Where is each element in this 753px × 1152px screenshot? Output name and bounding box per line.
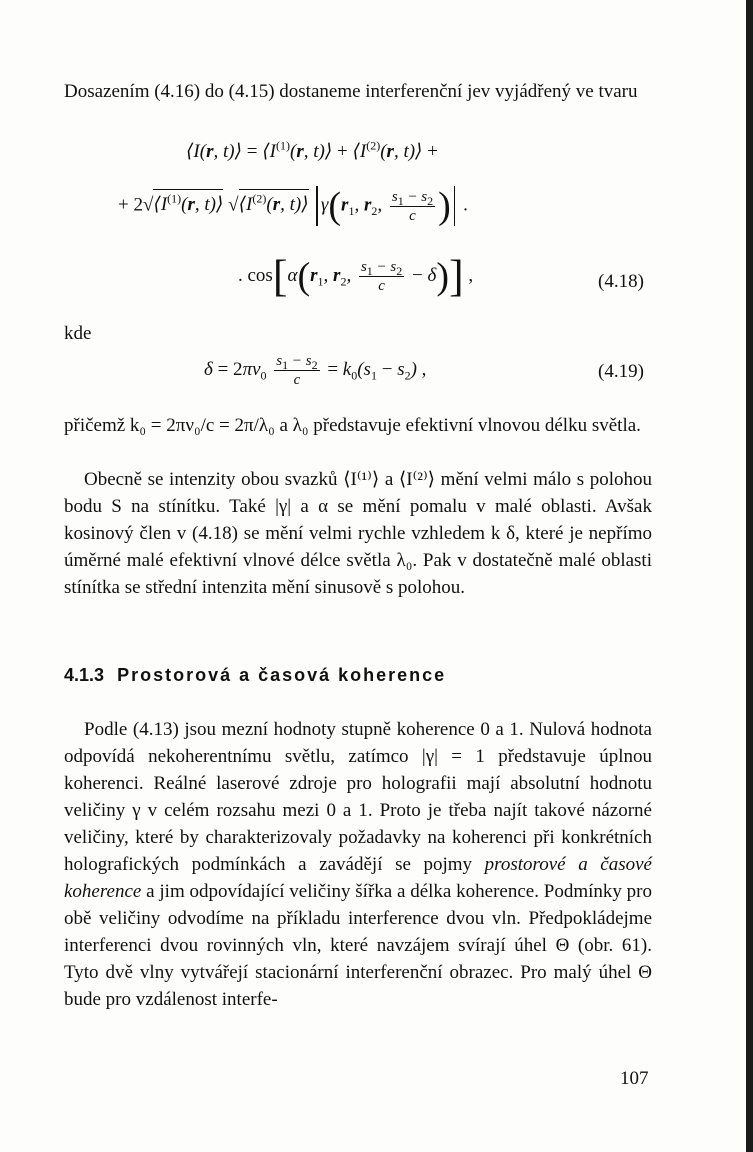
- section-number: 4.1.3: [64, 665, 105, 685]
- coherence-paragraph: [64, 716, 652, 1013]
- after-equation-paragraph: přičemž k₀ = 2πν₀/c = 2π/λ₀ a λ₀ představuje efektivní vlnovou délku světla.: [64, 415, 641, 436]
- page-edge-shadow: [746, 0, 753, 1152]
- section-heading: [64, 662, 446, 689]
- coherence-paragraph-part-1: Podle (4.13) jsou mezní hodnoty stupně koherence 0 a 1. Nulová hodnota odpovídá nekoherentnímu světlu, zatímco |γ| = 1 představuje úplnou koherenci. Reálné laserové zdroje pro holografii mají absolutní hodnotu veličiny γ v celém rozsahu mezi 0 a 1. Proto je třeba najít takové názorné veličiny, které by charakterizovaly požadavky na koherenci při konkrétních holografických podmínkách a zavádějí se pojmy: [64, 719, 652, 875]
- equation-4-18-number: (4.18): [598, 271, 644, 292]
- equation-4-19-number: (4.19): [598, 361, 644, 382]
- section-title: Prostorová a časová koherence: [117, 665, 447, 685]
- intro-paragraph: Dosazením (4.16) do (4.15) dostaneme interferenční jev vyjádřený ve tvaru: [64, 81, 638, 102]
- equation-4-19: $\delta = 2\pi\nu_0$ $\frac{s_1 - s_2}{c}$ = $k_0(s_1 - s_2)$ ,: [204, 353, 427, 388]
- equation-4-18-line-3: . $\cos[\alpha(r_1$, $r_2$, $\frac{s_1 - s_2}{c}$ − δ)] ,: [238, 251, 474, 301]
- kde-label: kde: [64, 323, 92, 344]
- page-number: 107: [620, 1068, 649, 1089]
- italic-terms: prostorové a časové koherence: [64, 854, 652, 902]
- equation-4-18-line-1: ⟨I(r, t)⟩ = $⟨I^{(1)}(r$, t)⟩ + $⟨I^{(2)}(r$, t)⟩ +: [186, 138, 438, 162]
- intensity-paragraph: Obecně se intenzity obou svazků ⟨I⁽¹⁾⟩ a ⟨I⁽²⁾⟩ mění velmi málo s polohou bodu S na stínítku. Také |γ| a α se mění pomalu v malé oblasti. Avšak kosinový člen v (4.18) se mění velmi rychle vzhledem k δ, které je nepřímo úměrné malé efektivní vlnové délce světla λ₀. Pak v dostatečně malé oblasti stínítka se střední intenzita mění sinusově s polohou.: [64, 469, 652, 598]
- equation-4-18-line-2: + $2√⟨I^{(1)}(r$, t)⟩ $√⟨I^{(2)}(r$, t)⟩ $\gamma(r_1$, $r_2$, $\frac{s_1 - s_2}{c}$ ) .: [118, 185, 468, 227]
- coherence-paragraph-part-2: a jim odpovídající veličiny šířka a délka koherence. Podmínky pro obě veličiny odvodíme na příkladu interference dvou vln. Předpokládejme interferenci dvou rovinných vln, které navzájem svírají úhel Θ (obr. 61). Tyto dvě vlny vytvářejí stacionární interferenční obrazec. Pro malý úhel Θ bude pro vzdálenost interfe-: [64, 881, 652, 1010]
